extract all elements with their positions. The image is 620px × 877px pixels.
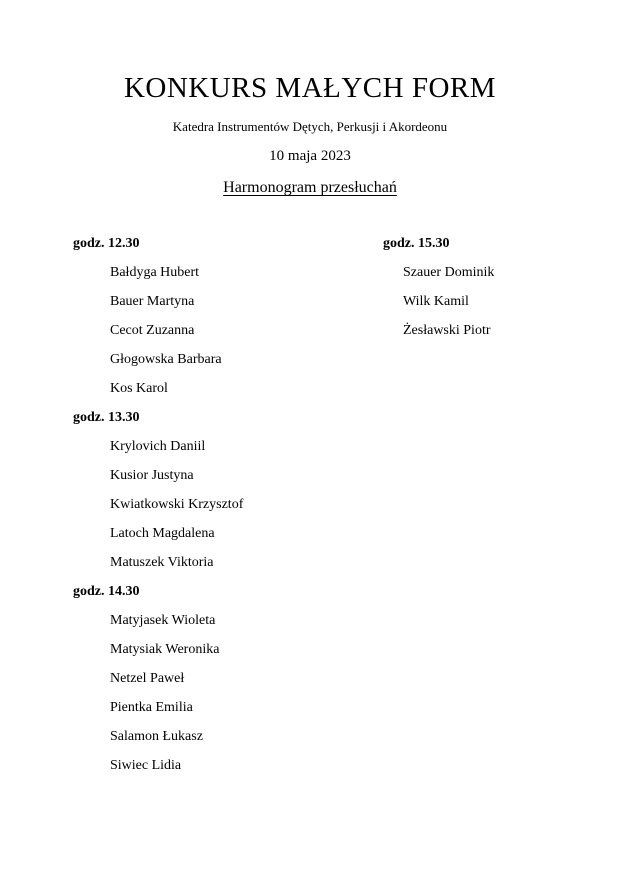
schedule-row <box>0 287 620 316</box>
schedule-row <box>0 258 620 287</box>
schedule-row <box>0 664 620 693</box>
participant-name: Salamon Łukasz <box>110 729 203 744</box>
participant-name: Bauer Martyna <box>110 294 195 309</box>
participant-name: Pientka Emilia <box>110 700 193 715</box>
participant-name: Matyjasek Wioleta <box>110 613 216 628</box>
schedule-row <box>0 519 620 548</box>
time-slot-header: godz. 14.30 <box>73 584 140 599</box>
participant-name: Krylovich Daniil <box>110 439 206 454</box>
schedule-row <box>0 693 620 722</box>
schedule-row <box>0 345 620 374</box>
schedule-heading: Harmonogram przesłuchań <box>223 179 397 196</box>
participant-name: Wilk Kamil <box>403 294 469 309</box>
schedule <box>0 229 620 780</box>
schedule-row <box>0 577 620 606</box>
participant-name: Matysiak Weronika <box>110 642 220 657</box>
participant-name: Siwiec Lidia <box>110 758 182 773</box>
time-slot-header: godz. 13.30 <box>73 410 140 425</box>
time-slot-header: godz. 15.30 <box>383 236 450 251</box>
participant-name: Kwiatkowski Krzysztof <box>110 497 244 512</box>
subtitle: Katedra Instrumentów Dętych, Perkusji i Akordeonu <box>172 119 448 134</box>
schedule-row <box>0 606 620 635</box>
schedule-row <box>0 635 620 664</box>
participant-name: Cecot Zuzanna <box>110 323 195 338</box>
schedule-row <box>0 374 620 403</box>
schedule-row <box>0 751 620 780</box>
schedule-row <box>0 548 620 577</box>
participant-name: Netzel Paweł <box>110 671 185 686</box>
schedule-row <box>0 461 620 490</box>
participant-name: Szauer Dominik <box>403 265 495 280</box>
participant-name: Kusior Justyna <box>110 468 194 483</box>
participant-name: Żesławski Piotr <box>403 323 491 338</box>
schedule-row <box>0 490 620 519</box>
participant-name: Bałdyga Hubert <box>110 265 200 280</box>
time-slot-header: godz. 12.30 <box>73 236 140 251</box>
participant-name: Matuszek Viktoria <box>110 555 214 570</box>
schedule-row <box>0 229 620 258</box>
document-date: 10 maja 2023 <box>269 148 351 164</box>
participant-name: Latoch Magdalena <box>110 526 215 541</box>
participant-name: Kos Karol <box>110 381 168 396</box>
page-title: KONKURS MAŁYCH FORM <box>123 72 497 104</box>
schedule-row <box>0 722 620 751</box>
schedule-row <box>0 403 620 432</box>
schedule-row <box>0 316 620 345</box>
schedule-row <box>0 432 620 461</box>
participant-name: Głogowska Barbara <box>110 352 222 367</box>
